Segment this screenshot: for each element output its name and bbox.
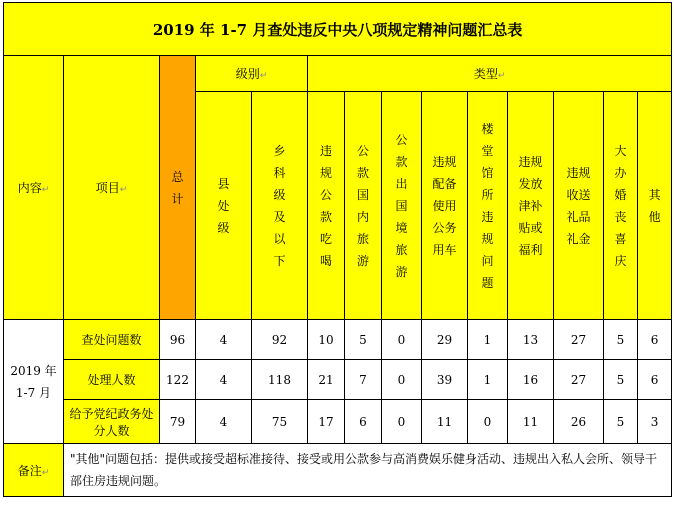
table-cell: 11 [422,400,468,444]
table-cell: 79 [160,400,196,444]
table-cell: 27 [554,320,604,360]
table-cell: 27 [554,360,604,400]
header-type-col: 违 规 公 款 吃 喝 [308,92,345,320]
table-cell: 21 [308,360,345,400]
table-cell: 92 [252,320,308,360]
row-item-label: 查处问题数 [64,320,160,360]
header-type-col: 违规 发放 津补 贴或 福利 [508,92,554,320]
header-type-col: 违规 配备 使用 公务 用车 [422,92,468,320]
table-cell: 39 [422,360,468,400]
header-level-col: 县 处 级 [196,92,252,320]
table-cell: 75 [252,400,308,444]
table-cell: 7 [345,360,382,400]
table-cell: 6 [638,360,672,400]
header-type-col: 公 款 国 内 旅 游 [345,92,382,320]
table-title: 2019 年 1-7 月查处违反中央八项规定精神问题汇总表 [4,3,672,56]
table-cell: 17 [308,400,345,444]
table-cell: 1 [468,360,508,400]
row-item-label: 给予党纪政务处分人数 [64,400,160,444]
header-item: 项目↵ [64,56,160,320]
table-cell: 96 [160,320,196,360]
summary-table [3,2,672,497]
table-cell: 3 [638,400,672,444]
table-cell: 0 [468,400,508,444]
table-cell: 29 [422,320,468,360]
table-cell: 26 [554,400,604,444]
header-total: 总 计 [160,56,196,320]
header-type-col: 大 办 婚 丧 喜 庆 [604,92,638,320]
table-cell: 0 [382,400,422,444]
period-cell: 2019 年 1-7 月 [4,320,64,444]
header-level: 级别↵ [196,56,308,92]
table-cell: 0 [382,360,422,400]
table-cell: 5 [604,320,638,360]
table-cell: 118 [252,360,308,400]
header-type-col: 公 款 出 国 境 旅 游 [382,92,422,320]
header-type-col: 其 他 [638,92,672,320]
table-cell: 11 [508,400,554,444]
header-type-col: 违规 收送 礼品 礼金 [554,92,604,320]
table-cell: 5 [345,320,382,360]
note-label: 备注↵ [4,444,64,497]
header-content: 内容↵ [4,56,64,320]
table-cell: 10 [308,320,345,360]
table-cell: 16 [508,360,554,400]
header-type-col: 楼 堂 馆 所 违 规 问 题 [468,92,508,320]
header-level-col: 乡 科 级 及 以 下 [252,92,308,320]
table-cell: 5 [604,360,638,400]
note-text: "其他"问题包括：提供或接受超标准接待、接受或用公款参与高消费娱乐健身活动、违规出入私人会所、领导干部住房违规问题。 [64,444,672,497]
table-cell: 1 [468,320,508,360]
header-type: 类型↵ [308,56,672,92]
table-cell: 122 [160,360,196,400]
table-cell: 13 [508,320,554,360]
table-cell: 6 [345,400,382,444]
table-cell: 5 [604,400,638,444]
table-cell: 4 [196,400,252,444]
table-cell: 4 [196,320,252,360]
table-cell: 0 [382,320,422,360]
row-item-label: 处理人数 [64,360,160,400]
table-cell: 4 [196,360,252,400]
table-cell: 6 [638,320,672,360]
